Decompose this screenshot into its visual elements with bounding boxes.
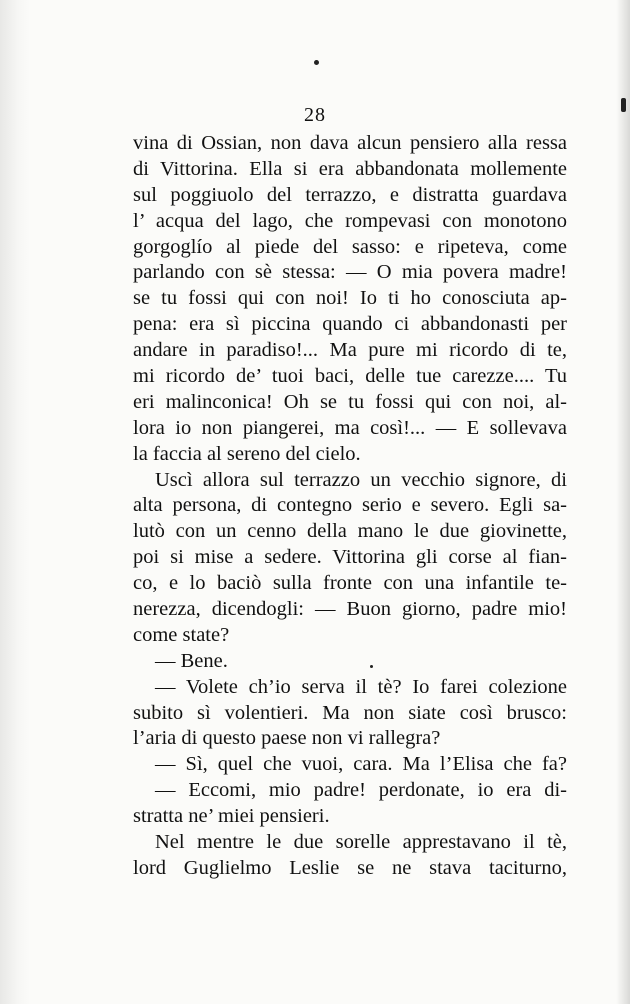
text-line: Nel mentre le due sorelle apprestavano il tè, (155, 831, 567, 854)
text-line: stratta ne’ miei pensieri. (133, 805, 330, 828)
text-line: — Bene. (155, 649, 228, 672)
text-line: vina di Ossian, non dava alcun pensiero alla ressa (133, 132, 567, 154)
text-line: l’ acqua del lago, che rompevasi con monotono (133, 209, 567, 232)
text-line: l’aria di questo paese non vi rallegra? (133, 727, 441, 750)
text-line: mi ricordo de’ tuoi baci, delle tue carezze.... Tu (133, 365, 567, 388)
text-line: sul poggiuolo del terrazzo, e distratta guardava (133, 183, 567, 206)
text-line: di Vittorina. Ella si era abbandonata mollemente (133, 157, 567, 180)
text-line: eri malinconica! Oh se tu fossi qui con noi, al- (133, 390, 567, 413)
page-edge-shadow (616, 0, 630, 1004)
body-text (133, 131, 567, 882)
page-gutter-shadow (0, 0, 30, 1004)
page-number: 28 (304, 104, 326, 126)
text-line: — Eccomi, mio padre! perdonate, io era di- (155, 779, 567, 802)
text-line: se tu fossi qui con noi! Io ti ho conosciuta ap- (133, 287, 567, 310)
text-line: andare in paradiso!... Ma pure mi ricordo di te, (133, 339, 567, 362)
text-line: nerezza, dicendogli: — Buon giorno, padre mio! (133, 598, 567, 621)
text-line: poi si mise a sedere. Vittorina gli corse al fian- (133, 546, 567, 569)
text-line: Uscì allora sul terrazzo un vecchio signore, di (155, 468, 567, 491)
text-line: — Volete ch’io serva il tè? Io farei colezione (155, 675, 567, 698)
text-line: — Sì, quel che vuoi, cara. Ma l’Elisa che fa? (155, 753, 567, 776)
text-line: gorgoglío al piede del sasso: e ripeteva, come (133, 235, 567, 258)
text-line: lora io non piangerei, ma così!... — E sollevava (133, 416, 567, 439)
text-line: lutò con un cenno della mano le due giovinette, (133, 520, 567, 543)
ink-speck (314, 60, 319, 65)
text-line: pena: era sì piccina quando ci abbandonasti per (133, 313, 567, 336)
text-line: come state? (133, 623, 230, 646)
text-line: parlando con sè stessa: — O mia povera madre! (133, 261, 567, 284)
text-line: subito sì volentieri. Ma non siate così brusco: (133, 701, 567, 724)
text-line: co, e lo baciò sulla fronte con una infantile te- (133, 572, 567, 595)
text-line: la faccia al sereno del cielo. (133, 442, 361, 465)
text-line: lord Guglielmo Leslie se ne stava taciturno, (133, 856, 567, 879)
text-line: alta persona, di contegno serio e severo. Egli sa- (133, 494, 567, 517)
